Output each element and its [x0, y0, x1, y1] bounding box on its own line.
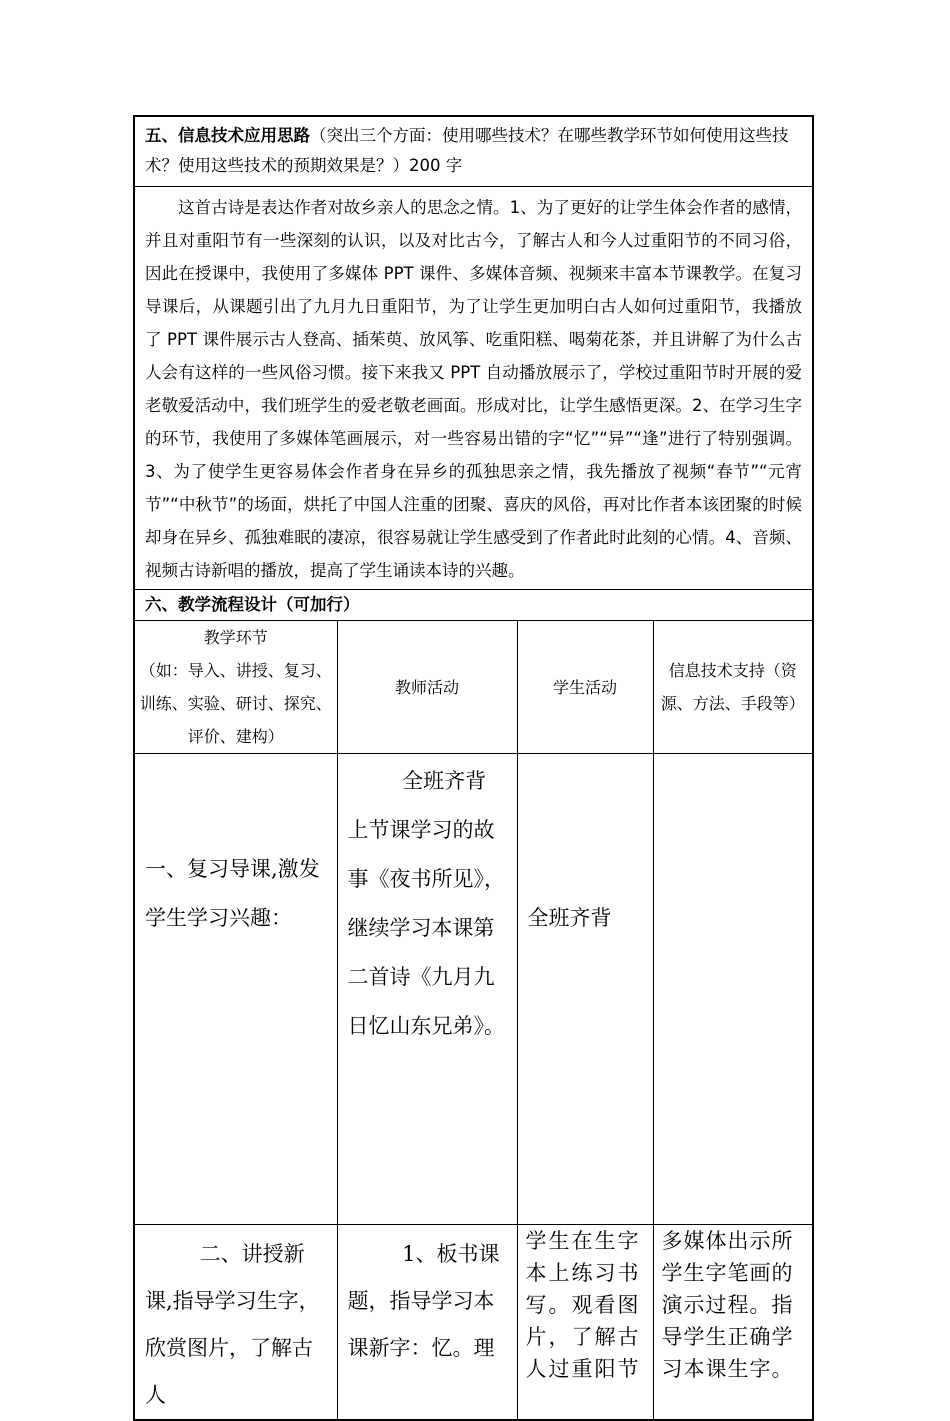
flow-header-row	[135, 621, 812, 754]
section5-note: （突出三个方面：使用哪些技术？在哪些教学环节如何使用这些技术？使用这些技术的预期效果是？）200 字	[145, 126, 789, 175]
section6-title: 六、教学流程设计（可加行）	[135, 590, 812, 621]
header-stage: 教学环节 （如：导入、讲授、复习、 训练、实验、研讨、探究、 评价、建构）	[135, 621, 337, 754]
row1-tech	[653, 754, 812, 1225]
header-teacher: 教师活动	[337, 621, 517, 754]
section5-title: 五、信息技术应用思路	[145, 126, 310, 145]
row1-stage: 一、复习导课,激发学生学习兴趣：	[135, 754, 337, 1225]
header-student: 学生活动	[517, 621, 653, 754]
header-tech: 信息技术支持（资 源、方法、手段等）	[653, 621, 812, 754]
table-row	[135, 1225, 812, 1420]
lesson-plan-table	[133, 115, 814, 1421]
section5-body: 这首古诗是表达作者对故乡亲人的思念之情。1、为了更好的让学生体会作者的感情，并且对重阳节有一些深刻的认识，以及对比古今，了解古人和今人过重阳节的不同习俗，因此在授课中，我使用了多媒体 PPT 课件、多媒体音频、视频来丰富本节课教学。在复习导课后，从课题引出了九月九日重阳节，为了让学生更加明白古人如何过重阳节，我播放了 PPT 课件展示古人登高、插茱萸、放风筝、吃重阳糕、喝菊花茶，并且讲解了为什么古人会有这样的一些风俗习惯。接下来我又 PPT 自动播放展示了，学校过重阳节时开展的爱老敬爱活动中，我们班学生的爱老敬老画面。形成对比，让学生感悟更深。2、在学习生字的环节，我使用了多媒体笔画展示，对一些容易出错的字“忆”“异”“逢”进行了特别强调。3、为了使学生更容易体会作者身在异乡的孤独思亲之情，我先播放了视频“春节”“元宵节”“中秋节”的场面，烘托了中国人注重的团聚、喜庆的风俗，再对比作者本该团聚的时候却身在异乡、孤独难眠的凄凉，很容易就让学生感受到了作者此时此刻的心情。4、音频、视频古诗新唱的播放，提高了学生诵读本诗的兴趣。	[135, 187, 812, 590]
row2-teacher: 1、板书课题，指导学习本课新字：忆。理	[337, 1225, 517, 1420]
row1-teacher: 全班齐背 上节课学习的故事《夜书所见》，继续学习本课第二首诗《九月九日忆山东兄弟》。	[337, 754, 517, 1225]
row1-student: 全班齐背	[517, 754, 653, 1225]
row2-student: 学生在生字本上练习书写。观看图片，了解古人过重阳节	[517, 1225, 653, 1420]
teaching-flow-table	[135, 621, 812, 1419]
row2-tech: 多媒体出示所学生字笔画的演示过程。指导学生正确学习本课生字。	[653, 1225, 812, 1420]
table-row	[135, 754, 812, 1225]
row2-stage: 二、讲授新课,指导学习生字，欣赏图片，了解古人	[135, 1225, 337, 1420]
section5-header	[135, 117, 812, 187]
lesson-plan-page	[133, 115, 814, 1421]
